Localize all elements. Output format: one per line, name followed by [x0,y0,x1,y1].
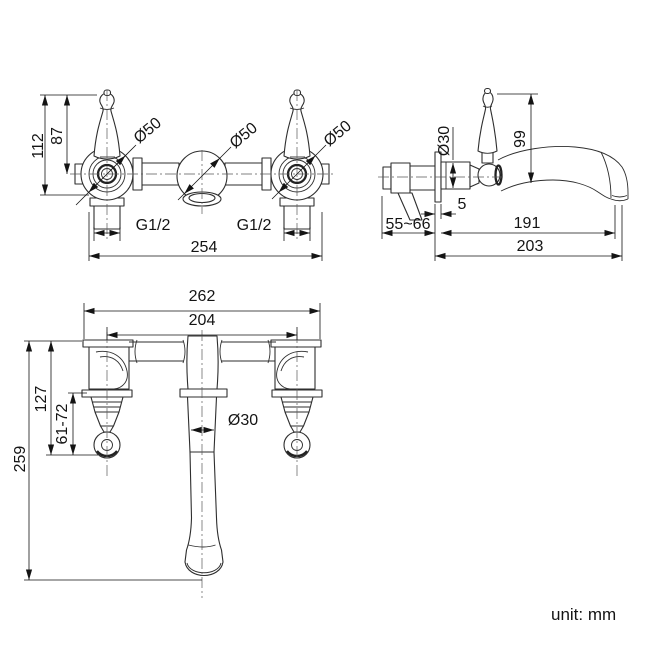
dim-front-spout-diameter: Ø50 [226,119,261,153]
dim-front-overall-height: 112 [30,133,48,159]
dim-plan-overall-length: 259 [12,445,30,473]
dim-side-overall-depth: 203 [516,238,544,256]
dim-front-right-thread: G1/2 [236,217,272,235]
dim-side-spout-projection: 191 [513,215,541,233]
plan-view-dimensions [12,288,320,580]
dim-front-left-thread: G1/2 [135,217,171,235]
dim-plan-handle-range: 61-72 [54,403,72,445]
dim-front-right-valve-diameter: Ø50 [320,117,355,151]
dim-side-body-diameter: Ø30 [436,125,454,157]
plan-view-drawing [82,330,322,598]
front-view-drawing [70,90,334,240]
dim-side-flange-thickness: 5 [457,196,467,214]
unit-label: unit: mm [551,605,617,624]
dim-side-height: 99 [512,130,530,148]
dim-front-left-valve-diameter: Ø50 [130,114,165,148]
dim-plan-hole-centers: 204 [188,312,216,330]
dim-front-overall-width: 254 [190,239,218,257]
dim-plan-overall-width: 262 [188,288,216,306]
dim-front-handle-height: 87 [49,127,67,145]
side-view-drawing [378,89,628,221]
dim-plan-spout-diameter: Ø30 [227,412,259,430]
dim-plan-handle-length: 127 [33,385,51,413]
dim-side-wall-depth-range: 55~66 [385,216,431,234]
